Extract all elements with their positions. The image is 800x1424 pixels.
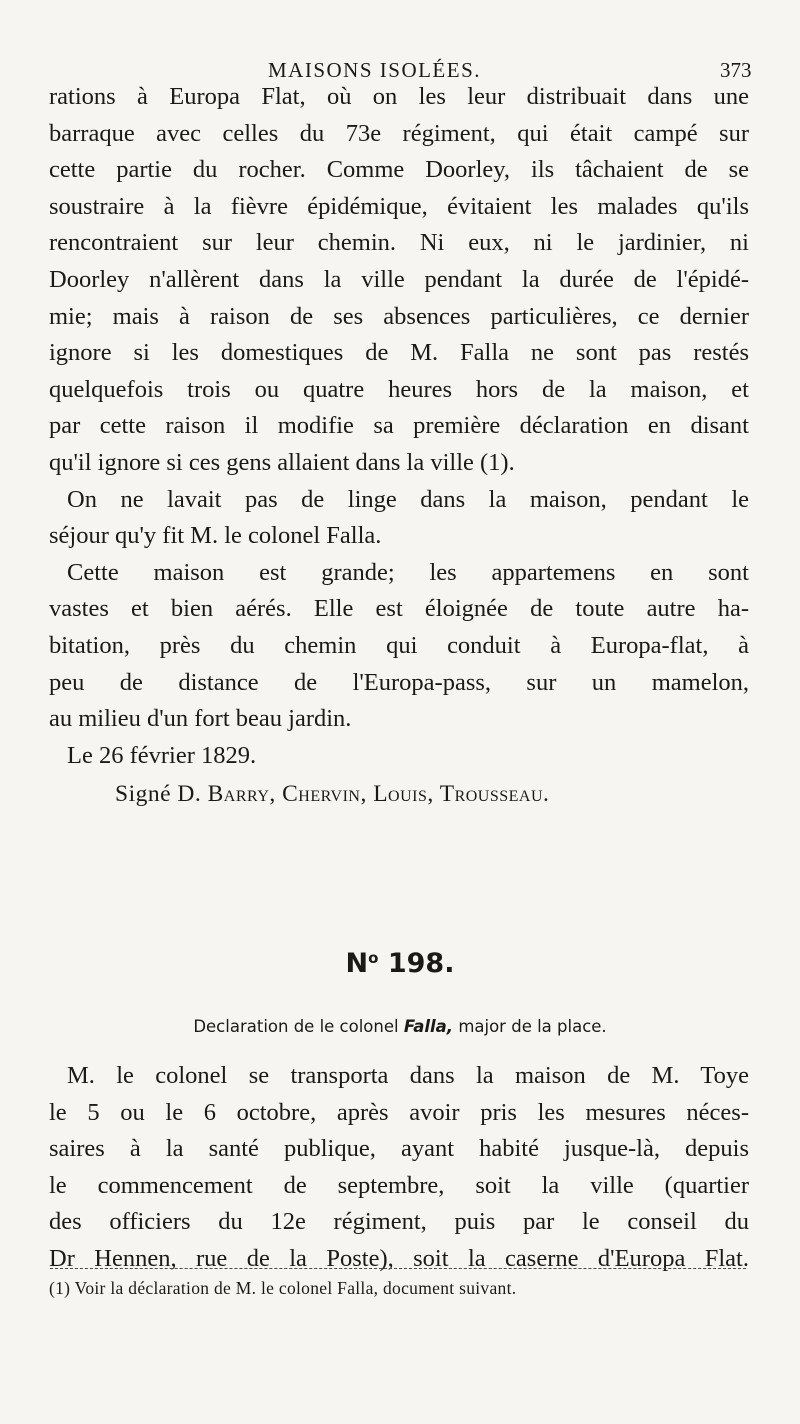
body-text-bottom — [49, 1058, 749, 1278]
caption-name: Falla, — [403, 1017, 454, 1036]
text-line: rations à Europa Flat, où on les leur distribuait dans une — [49, 83, 749, 110]
signatures-prefix: Signé — [115, 780, 172, 807]
text-line: barraque avec celles du 73e régiment, qui était campé sur — [49, 119, 749, 147]
text-line: au milieu d'un fort beau jardin. — [49, 705, 352, 733]
text-line: vastes et bien aérés. Elle est éloignée de toute autre ha- — [49, 595, 749, 623]
footnote-text: (1) Voir la déclaration de M. le colonel Falla, document suivant. — [49, 1278, 517, 1298]
footnote — [49, 1278, 516, 1299]
text-line: séjour qu'y fit M. le colonel Falla. — [49, 522, 382, 550]
text-line: peu de distance de l'Europa-pass, sur un mamelon, — [49, 668, 749, 696]
text-line: le 5 ou le 6 octobre, après avoir pris les mesures néces- — [49, 1098, 749, 1126]
document-number — [0, 948, 800, 979]
text-line: ignore si les domestiques de M. Falla ne sont pas restés — [49, 339, 749, 367]
text-line: On ne lavait pas de linge dans la maison, pendant le — [67, 485, 749, 513]
paragraph-4 — [49, 1058, 749, 1278]
text-line: qu'il ignore si ces gens allaient dans la ville (1). — [49, 448, 515, 476]
text-line: mie; mais à raison de ses absences particulières, ce dernier — [49, 302, 749, 330]
text-line: Cette maison est grande; les appartemens en sont — [67, 558, 749, 586]
text-line: soustraire à la fièvre épidémique, évitaient les malades qu'ils — [49, 192, 749, 220]
text-line: bitation, près du chemin qui conduit à Europa-flat, à — [49, 631, 749, 659]
text-line: par cette raison il modifie sa première déclaration en disant — [49, 412, 749, 440]
paragraph-3 — [49, 555, 749, 738]
body-text-top — [49, 79, 749, 818]
running-title: MAISONS ISOLÉES. — [268, 58, 482, 82]
caption-after: major de la place. — [453, 1017, 607, 1036]
date-line: Le 26 février 1829. — [67, 741, 257, 769]
signatures-names: D. Barry, Chervin, Louis, Trousseau. — [177, 780, 550, 807]
text-line: Doorley n'allèrent dans la ville pendant la durée de l'épidé- — [49, 265, 749, 293]
text-line: quelquefois trois ou quatre heures hors de la maison, et — [49, 375, 749, 403]
document-number-sup: o — [368, 949, 379, 967]
document-caption — [0, 1017, 800, 1036]
paragraph-1 — [49, 79, 749, 482]
document-number-prefix: N — [345, 948, 369, 979]
paragraph-2 — [49, 482, 749, 555]
text-line: Dr Hennen, rue de la Poste), soit la caserne d'Europa Flat. — [49, 1244, 749, 1272]
footnote-divider — [50, 1268, 746, 1269]
caption-before: Declaration de le colonel — [193, 1017, 404, 1036]
page-number: 373 — [720, 58, 752, 82]
text-line: le commencement de septembre, soit la ville (quartier — [49, 1171, 749, 1199]
signatures-line — [49, 776, 749, 818]
text-line: saires à la santé publique, ayant habité jusque-là, depuis — [49, 1135, 749, 1163]
text-line: cette partie du rocher. Comme Doorley, ils tâchaient de se — [49, 156, 749, 184]
text-line: rencontraient sur leur chemin. Ni eux, ni le jardinier, ni — [49, 229, 749, 257]
document-number-value: 198. — [387, 948, 455, 979]
text-line: M. le colonel se transporta dans la maison de M. Toye — [67, 1062, 749, 1089]
text-line: des officiers du 12e régiment, puis par le conseil du — [49, 1208, 749, 1236]
